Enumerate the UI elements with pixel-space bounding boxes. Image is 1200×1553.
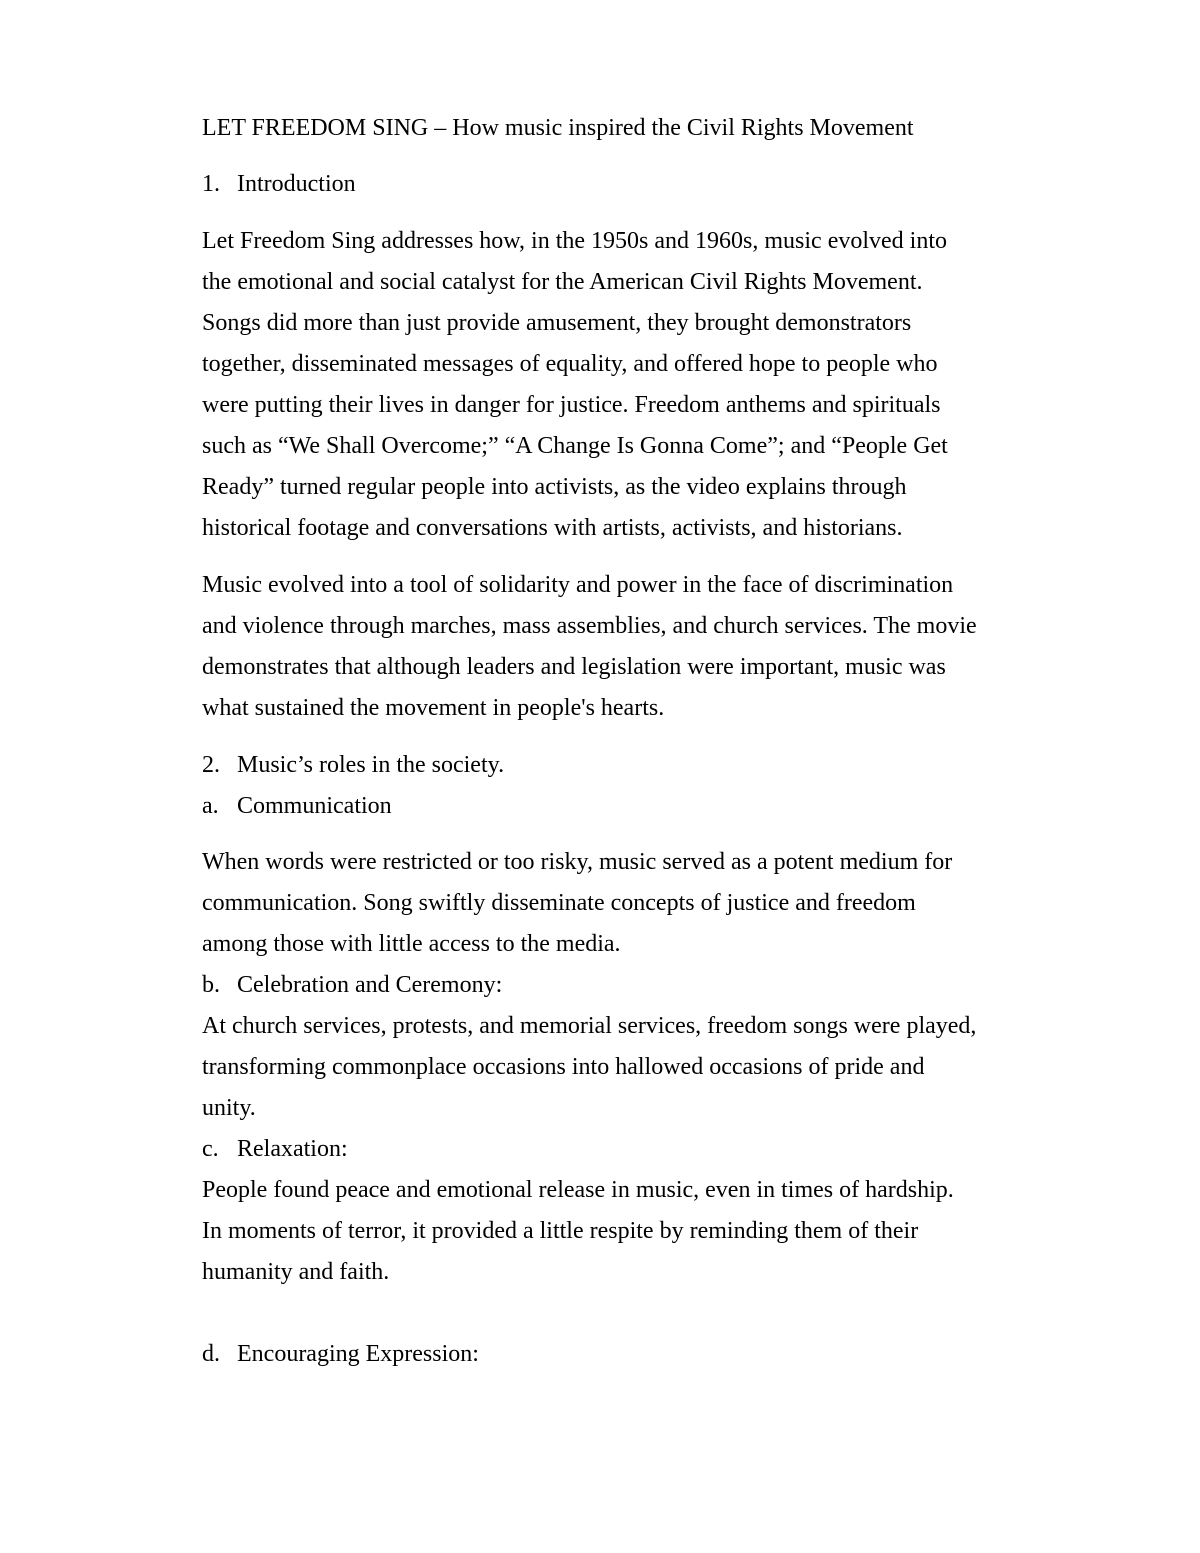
- section-1-number: 1.: [202, 171, 220, 197]
- section-1-title: Introduction: [237, 171, 356, 197]
- subsection-a-heading: [202, 786, 392, 827]
- section-2-title: Music’s roles in the society.: [237, 752, 505, 778]
- paragraph-line: At church services, protests, and memorial services, freedom songs were played,: [202, 1013, 977, 1039]
- paragraph-line: such as “We Shall Overcome;” “A Change Is Gonna Come”; and “People Get: [202, 433, 948, 459]
- subsection-d-label: d.: [202, 1341, 220, 1367]
- paragraph-line: among those with little access to the media.: [202, 931, 621, 957]
- subsection-a-title: Communication: [237, 793, 392, 819]
- section-2-heading: [202, 745, 504, 786]
- paragraph-line: historical footage and conversations with artists, activists, and historians.: [202, 515, 903, 541]
- intro-paragraph-2: [202, 565, 977, 729]
- paragraph-line: humanity and faith.: [202, 1259, 390, 1285]
- subsection-c-title: Relaxation:: [237, 1136, 348, 1162]
- subsection-b-title: Celebration and Ceremony:: [237, 972, 503, 998]
- paragraph-line: Ready” turned regular people into activists, as the video explains through: [202, 474, 907, 500]
- paragraph-line: were putting their lives in danger for justice. Freedom anthems and spirituals: [202, 392, 941, 418]
- paragraph-line: Let Freedom Sing addresses how, in the 1950s and 1960s, music evolved into: [202, 228, 948, 254]
- subsection-a-label: a.: [202, 793, 219, 819]
- subsection-c-label: c.: [202, 1136, 219, 1162]
- paragraph-line: Songs did more than just provide amusement, they brought demonstrators: [202, 310, 912, 336]
- paragraph-line: When words were restricted or too risky, music served as a potent medium for: [202, 849, 953, 875]
- paragraph-line: the emotional and social catalyst for the American Civil Rights Movement.: [202, 269, 923, 295]
- subsection-b-heading: [202, 965, 976, 1006]
- section-2-number: 2.: [202, 752, 220, 778]
- document-title: LET FREEDOM SING – How music inspired the Civil Rights Movement: [202, 115, 914, 141]
- subsection-d-title: Encouraging Expression:: [237, 1341, 479, 1367]
- paragraph-line: People found peace and emotional release in music, even in times of hardship.: [202, 1177, 954, 1203]
- section-1-heading: [202, 164, 356, 205]
- paragraph-line: and violence through marches, mass assemblies, and church services. The movie: [202, 613, 977, 639]
- subsection-b-label: b.: [202, 972, 220, 998]
- paragraph-line: demonstrates that although leaders and legislation were important, music was: [202, 654, 946, 680]
- subsection-a-text: [202, 842, 976, 1293]
- paragraph-line: together, disseminated messages of equality, and offered hope to people who: [202, 351, 938, 377]
- paragraph-line: Music evolved into a tool of solidarity and power in the face of discrimination: [202, 572, 954, 598]
- subsection-c-heading: [202, 1129, 976, 1170]
- paragraph-line: what sustained the movement in people's hearts.: [202, 695, 665, 721]
- paragraph-line: transforming commonplace occasions into hallowed occasions of pride and: [202, 1054, 925, 1080]
- paragraph-line: unity.: [202, 1095, 256, 1121]
- intro-paragraph-1: [202, 221, 948, 549]
- paragraph-line: communication. Song swiftly disseminate concepts of justice and freedom: [202, 890, 916, 916]
- paragraph-line: In moments of terror, it provided a little respite by reminding them of their: [202, 1218, 919, 1244]
- subsection-d-heading: [202, 1334, 479, 1375]
